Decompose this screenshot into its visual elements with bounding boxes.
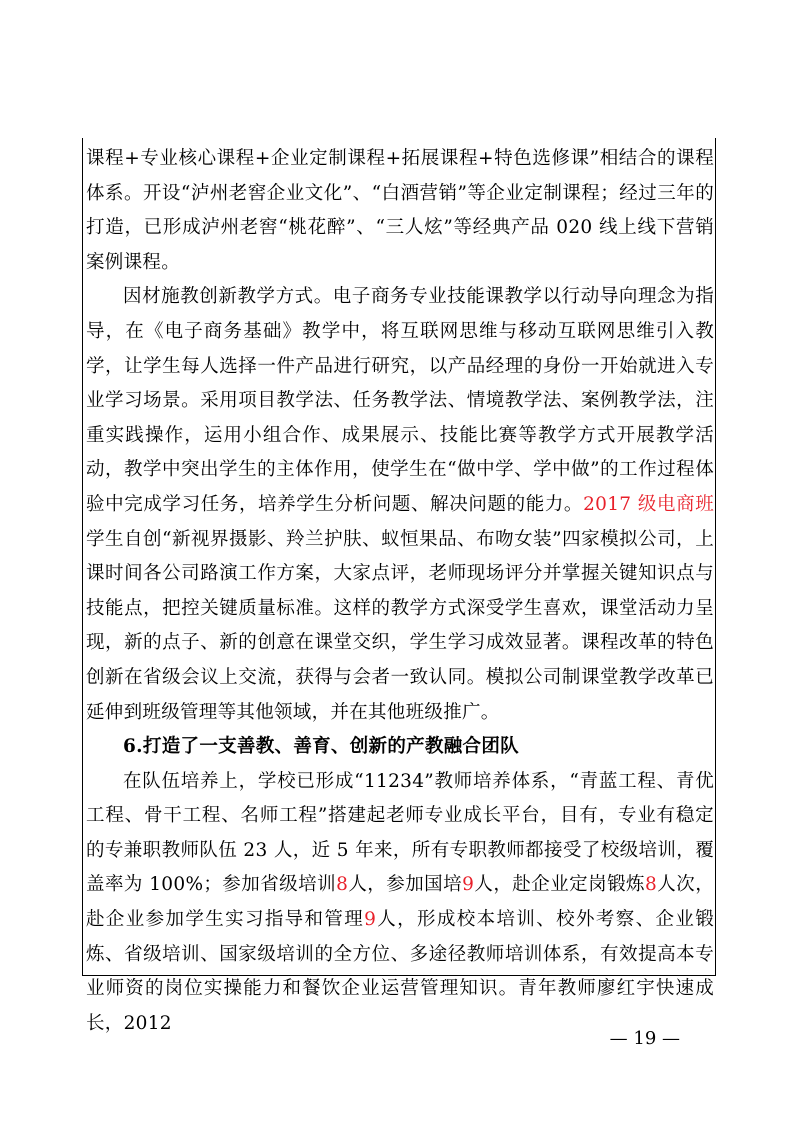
section-heading: 6.打造了一支善教、善育、创新的产教融合团队 [123, 736, 519, 758]
highlight-number: 9 [462, 874, 475, 896]
paragraph-team-building [86, 765, 714, 1042]
text-segment: 在队伍培养上，学校已形成“11234”教师培养体系，“青蓝工程、青优工程、骨干工程、名师工程”搭建起老师专业成长平台，目有，专业有稳定的专兼职教师队伍 23 人，近 5 年来，所有专职教师都接受了校级培训，覆盖率为 100%；参加省级培训 [86, 770, 714, 896]
text-segment: 人，参加国培 [348, 874, 463, 896]
paragraph-teaching-method [86, 280, 714, 730]
text-segment: 人次，赴企业参加学生实习指导和管理 [86, 874, 714, 931]
text-segment: 人，赴企业定岗锻炼 [474, 874, 646, 896]
highlight-class-name: 2017 级电商班 [583, 493, 714, 515]
highlight-number: 8 [336, 874, 349, 896]
document-body [86, 142, 714, 1041]
text-segment: 因材施教创新教学方式。电子商务专业技能课教学以行动导向理念为指导，在《电子商务基础》教学中，将互联网思维与移动互联网思维引入教学，让学生每人选择一件产品进行研究，以产品经理的身份一开始就进入专业学习场景。采用项目教学法、任务教学法、情境教学法、案例教学法，注重实践操作，运用小组合作、成果展示、技能比赛等教学方式开展教学活动，教学中突出学生的主体作用，使学生在“做中学、学中做”的工作过程体验中完成学习任务，培养学生分析问题、解决问题的能力。 [86, 286, 714, 515]
page-number: — 19 — [609, 1028, 680, 1049]
highlight-number: 8 [645, 874, 658, 896]
text-segment: 学生自创“新视界摄影、羚兰护肤、蚁恒果品、布吻女装”四家模拟公司，上课时间各公司路演工作方案，大家点评，老师现场评分并掌握关键知识点与技能点，把控关键质量标准。这样的教学方式深受学生喜欢，课堂活动力呈现，新的点子、新的创意在课堂交织，学生学习成效显著。课程改革的特色创新在省级会议上交流，获得与会者一致认同。模拟公司制课堂教学改革已延伸到班级管理等其他领域，并在其他班级推广。 [86, 528, 714, 723]
text-segment: 人，形成校本培训、校外考察、企业锻炼、省级培训、国家级培训的全方位、多途径教师培训体系，有效提高本专业师资的岗位实操能力和餐饮企业运营管理知识。青年教师廖红宇快速成长，2012 [86, 909, 714, 1034]
highlight-number: 9 [364, 909, 377, 931]
paragraph-curriculum: 课程+专业核心课程+企业定制课程+拓展课程+特色选修课”相结合的课程体系。开设“泸州老窖企业文化”、“白酒营销”等企业定制课程；经过三年的打造，已形成泸州老窖“桃花醉”、“三人炫”等经典产品 020 线上线下营销案例课程。 [86, 148, 714, 273]
